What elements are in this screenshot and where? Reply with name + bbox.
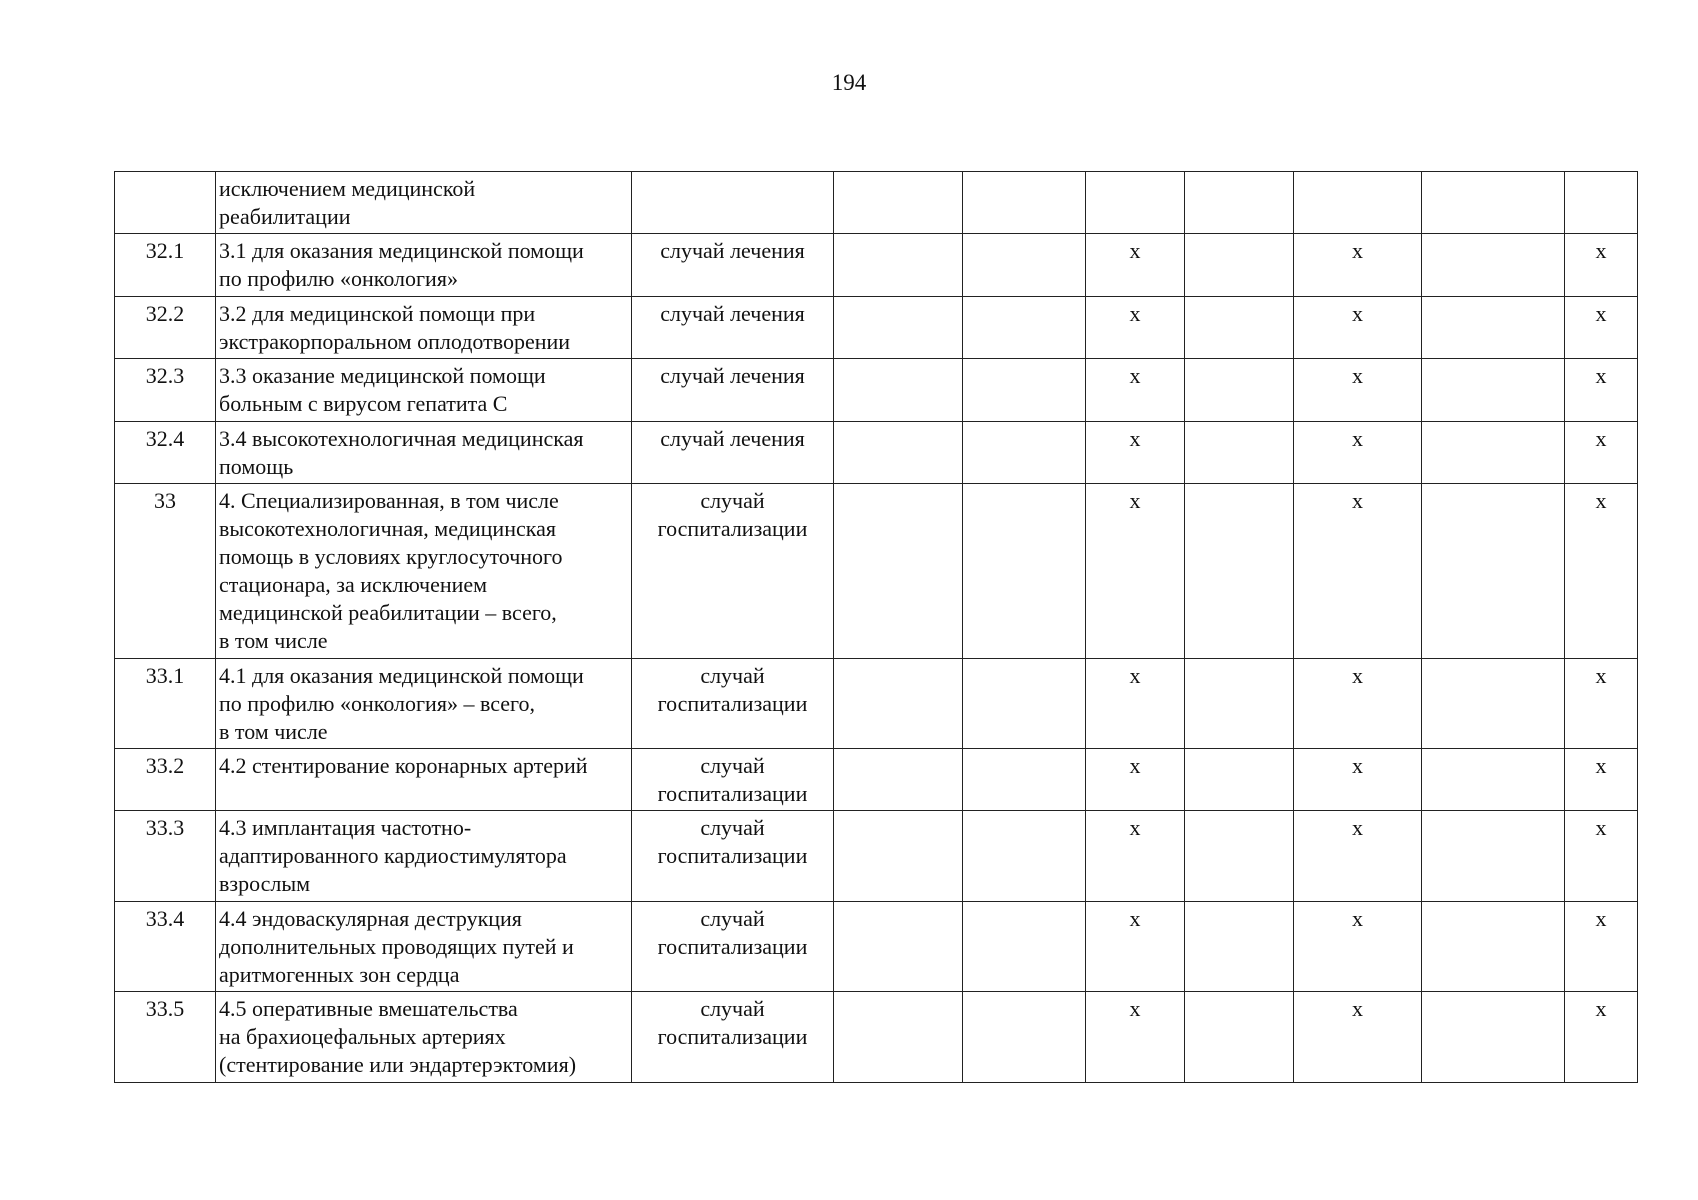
value-cell xyxy=(963,234,1086,297)
value-cell xyxy=(963,992,1086,1083)
value-cell xyxy=(834,811,963,902)
description-cell xyxy=(216,422,632,484)
value-cell xyxy=(1422,484,1565,659)
description-cell xyxy=(216,749,632,811)
value-cell: x xyxy=(1565,484,1638,659)
unit-text: случай лечения xyxy=(660,426,805,451)
value-cell xyxy=(1185,172,1294,234)
value-cell: x xyxy=(1294,902,1422,992)
value-cell: x xyxy=(1565,811,1638,902)
description-text: 3.2 для медицинской помощи при экстракорпоральном оплодотворении xyxy=(219,301,571,354)
value-cell: x xyxy=(1294,992,1422,1083)
unit-text: случай госпитализации xyxy=(657,663,808,716)
value-cell: x xyxy=(1565,422,1638,484)
description-cell xyxy=(216,297,632,359)
value-cell: x xyxy=(1086,297,1185,359)
value-cell: x xyxy=(1086,359,1185,422)
unit-cell xyxy=(632,172,834,234)
table-row xyxy=(115,659,1638,749)
description-cell xyxy=(216,992,632,1083)
table-row xyxy=(115,902,1638,992)
unit-cell xyxy=(632,992,834,1083)
value-cell: x xyxy=(1565,359,1638,422)
value-cell: x xyxy=(1294,297,1422,359)
table-row xyxy=(115,359,1638,422)
value-cell xyxy=(963,902,1086,992)
description-text: 4.3 имплантация частотно- адаптированного кардиостимулятора взрослым xyxy=(219,815,567,896)
value-cell xyxy=(1185,234,1294,297)
table-row xyxy=(115,992,1638,1083)
table-row xyxy=(115,749,1638,811)
value-cell: x xyxy=(1086,749,1185,811)
value-cell: x xyxy=(1086,234,1185,297)
row-number-cell: 33.2 xyxy=(115,749,216,811)
description-cell xyxy=(216,172,632,234)
value-cell xyxy=(1422,659,1565,749)
value-cell xyxy=(834,659,963,749)
table-row xyxy=(115,172,1638,234)
value-cell xyxy=(1422,297,1565,359)
description-text: 3.1 для оказания медицинской помощи по профилю «онкология» xyxy=(219,238,584,291)
value-cell xyxy=(1185,811,1294,902)
value-cell: x xyxy=(1294,659,1422,749)
value-cell xyxy=(1422,422,1565,484)
value-cell xyxy=(963,422,1086,484)
row-number-cell: 32.4 xyxy=(115,422,216,484)
value-cell xyxy=(834,484,963,659)
row-number-cell: 33.3 xyxy=(115,811,216,902)
value-cell xyxy=(1185,902,1294,992)
value-cell: x xyxy=(1086,811,1185,902)
unit-text: случай госпитализации xyxy=(657,996,808,1049)
unit-text: случай госпитализации xyxy=(657,488,808,541)
unit-cell xyxy=(632,811,834,902)
description-cell xyxy=(216,902,632,992)
value-cell xyxy=(1185,659,1294,749)
value-cell: x xyxy=(1565,297,1638,359)
description-cell xyxy=(216,234,632,297)
unit-cell xyxy=(632,902,834,992)
value-cell xyxy=(1086,172,1185,234)
description-cell xyxy=(216,484,632,659)
value-cell: x xyxy=(1086,659,1185,749)
value-cell: x xyxy=(1294,484,1422,659)
value-cell: x xyxy=(1294,234,1422,297)
value-cell xyxy=(834,234,963,297)
description-cell xyxy=(216,811,632,902)
value-cell: x xyxy=(1294,422,1422,484)
value-cell: x xyxy=(1086,902,1185,992)
value-cell: x xyxy=(1294,749,1422,811)
description-cell xyxy=(216,359,632,422)
unit-cell xyxy=(632,749,834,811)
value-cell xyxy=(1422,902,1565,992)
value-cell xyxy=(834,297,963,359)
value-cell: x xyxy=(1565,659,1638,749)
value-cell: x xyxy=(1294,359,1422,422)
unit-cell xyxy=(632,484,834,659)
row-number-cell: 33 xyxy=(115,484,216,659)
row-number-cell: 32.2 xyxy=(115,297,216,359)
value-cell xyxy=(963,359,1086,422)
value-cell xyxy=(1185,297,1294,359)
value-cell xyxy=(834,422,963,484)
value-cell xyxy=(1185,484,1294,659)
value-cell: x xyxy=(1086,992,1185,1083)
value-cell xyxy=(963,484,1086,659)
unit-text: случай госпитализации xyxy=(657,906,808,959)
data-table xyxy=(114,171,1638,1083)
unit-cell xyxy=(632,659,834,749)
value-cell xyxy=(834,749,963,811)
unit-cell xyxy=(632,297,834,359)
row-number-cell: 32.1 xyxy=(115,234,216,297)
value-cell xyxy=(834,359,963,422)
row-number-cell xyxy=(115,172,216,234)
value-cell xyxy=(1422,172,1565,234)
unit-text: случай лечения xyxy=(660,238,805,263)
page-number: 194 xyxy=(831,70,867,95)
value-cell xyxy=(834,172,963,234)
table-row xyxy=(115,234,1638,297)
row-number-cell: 33.4 xyxy=(115,902,216,992)
value-cell xyxy=(834,902,963,992)
unit-text: случай госпитализации xyxy=(657,753,808,806)
description-text: 3.4 высокотехнологичная медицинская помощь xyxy=(219,426,584,479)
description-text: 4.4 эндоваскулярная деструкция дополнительных проводящих путей и аритмогенных зон сердца xyxy=(219,906,574,987)
value-cell xyxy=(1185,422,1294,484)
value-cell xyxy=(963,297,1086,359)
value-cell xyxy=(963,172,1086,234)
value-cell xyxy=(1422,811,1565,902)
value-cell xyxy=(1422,992,1565,1083)
value-cell xyxy=(1185,749,1294,811)
unit-text: случай лечения xyxy=(660,301,805,326)
value-cell: x xyxy=(1294,811,1422,902)
row-number-cell: 33.5 xyxy=(115,992,216,1083)
unit-cell xyxy=(632,359,834,422)
value-cell xyxy=(1565,172,1638,234)
unit-text: случай госпитализации xyxy=(657,815,808,868)
value-cell xyxy=(963,659,1086,749)
unit-cell xyxy=(632,234,834,297)
unit-cell xyxy=(632,422,834,484)
value-cell xyxy=(1185,992,1294,1083)
table-row xyxy=(115,297,1638,359)
value-cell: x xyxy=(1565,992,1638,1083)
description-text: 4. Специализированная, в том числе высокотехнологичная, медицинская помощь в условиях круглосуточного стационара, за исключением медицинской реабилитации – всего, в том числе xyxy=(219,488,563,653)
description-text: 4.2 стентирование коронарных артерий xyxy=(219,753,588,778)
row-number-cell: 33.1 xyxy=(115,659,216,749)
value-cell xyxy=(1185,359,1294,422)
table-row xyxy=(115,422,1638,484)
description-text: исключением медицинской реабилитации xyxy=(219,176,476,229)
value-cell xyxy=(963,749,1086,811)
table-body xyxy=(115,172,1638,1083)
table-row xyxy=(115,811,1638,902)
value-cell: x xyxy=(1086,484,1185,659)
value-cell: x xyxy=(1565,902,1638,992)
value-cell: x xyxy=(1565,749,1638,811)
value-cell xyxy=(1294,172,1422,234)
value-cell: x xyxy=(1086,422,1185,484)
value-cell xyxy=(834,992,963,1083)
value-cell xyxy=(1422,234,1565,297)
value-cell xyxy=(963,811,1086,902)
description-text: 4.1 для оказания медицинской помощи по профилю «онкология» – всего, в том числе xyxy=(219,663,584,744)
value-cell xyxy=(1422,749,1565,811)
row-number-cell: 32.3 xyxy=(115,359,216,422)
description-text: 4.5 оперативные вмешательства на брахиоцефальных артериях (стентирование или эндартерэктомия) xyxy=(219,996,577,1077)
unit-text: случай лечения xyxy=(660,363,805,388)
table-row xyxy=(115,484,1638,659)
description-text: 3.3 оказание медицинской помощи больным с вирусом гепатита С xyxy=(219,363,546,416)
value-cell: x xyxy=(1565,234,1638,297)
value-cell xyxy=(1422,359,1565,422)
description-cell xyxy=(216,659,632,749)
